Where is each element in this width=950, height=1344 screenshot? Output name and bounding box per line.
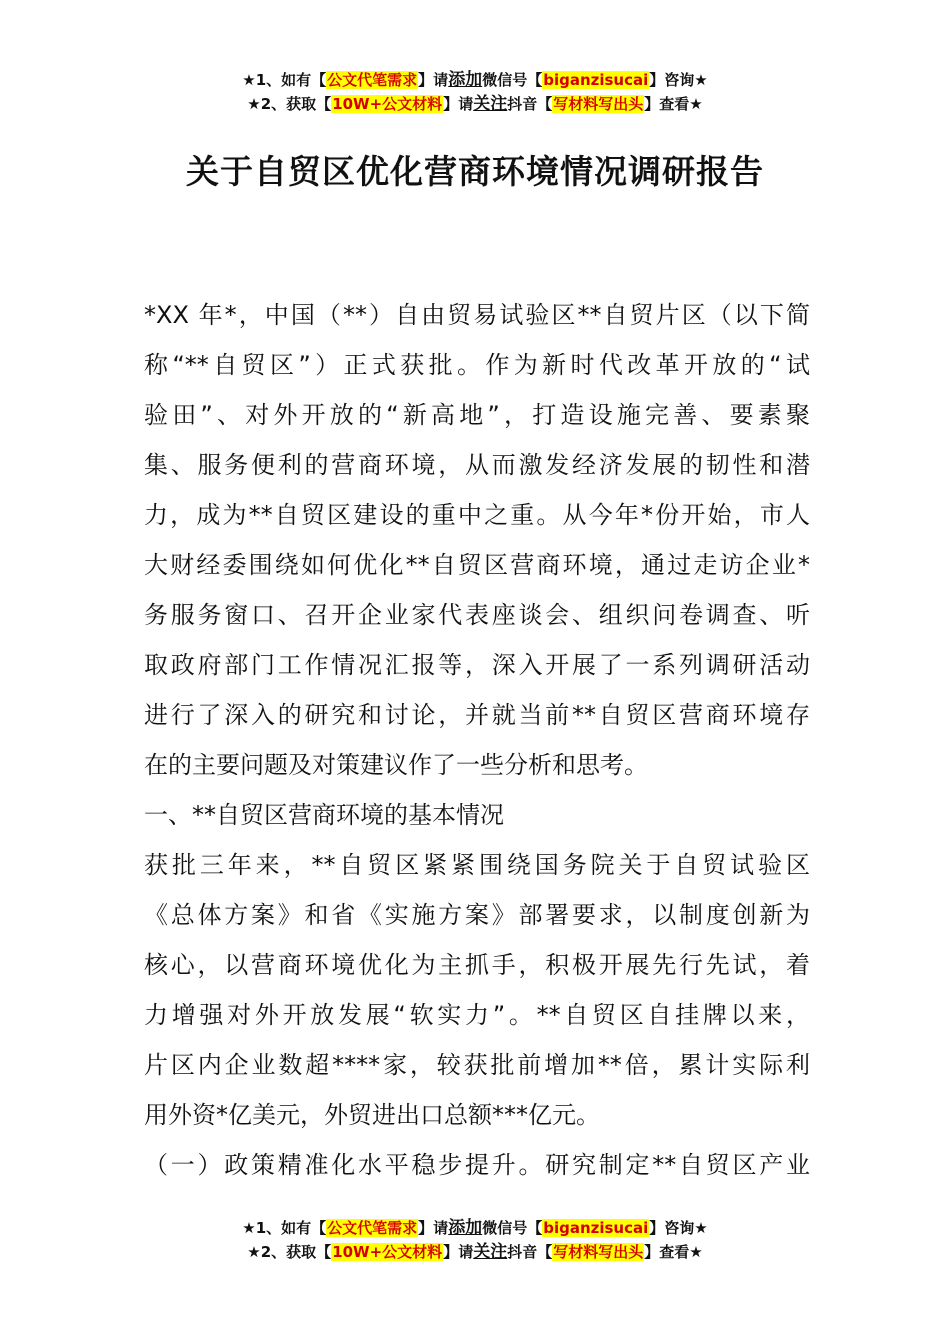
highlight-service: 公文代笔需求 [327,1219,418,1237]
banner-text: 】请 [418,71,449,89]
bottom-banner [0,1216,950,1264]
banner-line-1 [0,1216,950,1240]
banner-text: 抖音【 [507,1243,553,1261]
banner-emphasis: 添加 [448,70,483,90]
text-line: 在的主要问题及对策建议作了一些分析和思考。 [144,751,648,779]
banner-emphasis: 关注 [473,1242,508,1262]
banner-text: 】咨询★ [649,71,708,89]
banner-text: ★2、获取【 [247,95,332,113]
text-line: 取政府部门工作情况汇报等，深入开展了一系列调研活动 [144,651,810,679]
highlight-materials: 10W+公文材料 [332,1243,443,1261]
banner-text: ★1、如有【 [242,1219,327,1237]
text-line: 用外资*亿美元，外贸进出口总额***亿元。 [144,1101,600,1129]
text-line: *XX 年*，中国（**）自由贸易试验区**自贸片区（以下简 [144,301,810,329]
text-line: 大财经委围绕如何优化**自贸区营商环境，通过走访企业* [144,551,810,579]
highlight-materials: 10W+公文材料 [332,95,443,113]
text-line: 《总体方案》和省《实施方案》部署要求，以制度创新为 [144,901,810,929]
highlight-wechat-id: biganzisucai [543,1219,649,1237]
text-line: 验田”、对外开放的“新高地”，打造设施完善、要素聚 [144,401,810,429]
banner-line-1 [0,68,950,92]
banner-text: 】请 [418,1219,449,1237]
banner-text: 】查看★ [644,1243,703,1261]
banner-text: 微信号【 [482,1219,543,1237]
banner-emphasis: 关注 [473,94,508,114]
banner-text: ★2、获取【 [247,1243,332,1261]
text-line: 获批三年来，**自贸区紧紧围绕国务院关于自贸试验区 [144,851,810,879]
banner-text: 】请 [443,1243,474,1261]
subsection-heading: （一）政策精准化水平稳步提升。研究制定**自贸区产业 [144,1151,810,1179]
top-banner [0,68,950,116]
banner-text: 】咨询★ [649,1219,708,1237]
text-line: 核心，以营商环境优化为主抓手，积极开展先行先试，着 [144,951,810,979]
text-line: 力增强对外开放发展“软实力”。**自贸区自挂牌以来， [144,1001,810,1029]
highlight-service: 公文代笔需求 [327,71,418,89]
document-title: 关于自贸区优化营商环境情况调研报告 [186,152,764,191]
text-line: 称“**自贸区”）正式获批。作为新时代改革开放的“试 [144,351,810,379]
highlight-wechat-id: biganzisucai [543,71,649,89]
banner-text: 】请 [443,95,474,113]
text-line: 集、服务便利的营商环境，从而激发经济发展的韧性和潜 [144,451,810,479]
banner-line-2 [0,92,950,116]
highlight-douyin-account: 写材料写出头 [553,1243,644,1261]
banner-text: ★1、如有【 [242,71,327,89]
banner-text: 】查看★ [644,95,703,113]
text-line: 力，成为**自贸区建设的重中之重。从今年*份开始，市人 [144,501,810,529]
banner-text: 微信号【 [482,71,543,89]
banner-line-2 [0,1240,950,1264]
section-heading: 一、**自贸区营商环境的基本情况 [144,801,504,829]
highlight-douyin-account: 写材料写出头 [553,95,644,113]
banner-text: 抖音【 [507,95,553,113]
text-line: 片区内企业数超****家，较获批前增加**倍，累计实际利 [144,1051,810,1079]
text-line: 务服务窗口、召开企业家代表座谈会、组织问卷调查、听 [144,601,810,629]
document-body [144,290,810,1190]
text-line: 进行了深入的研究和讨论，并就当前**自贸区营商环境存 [144,701,810,729]
banner-emphasis: 添加 [448,1218,483,1238]
